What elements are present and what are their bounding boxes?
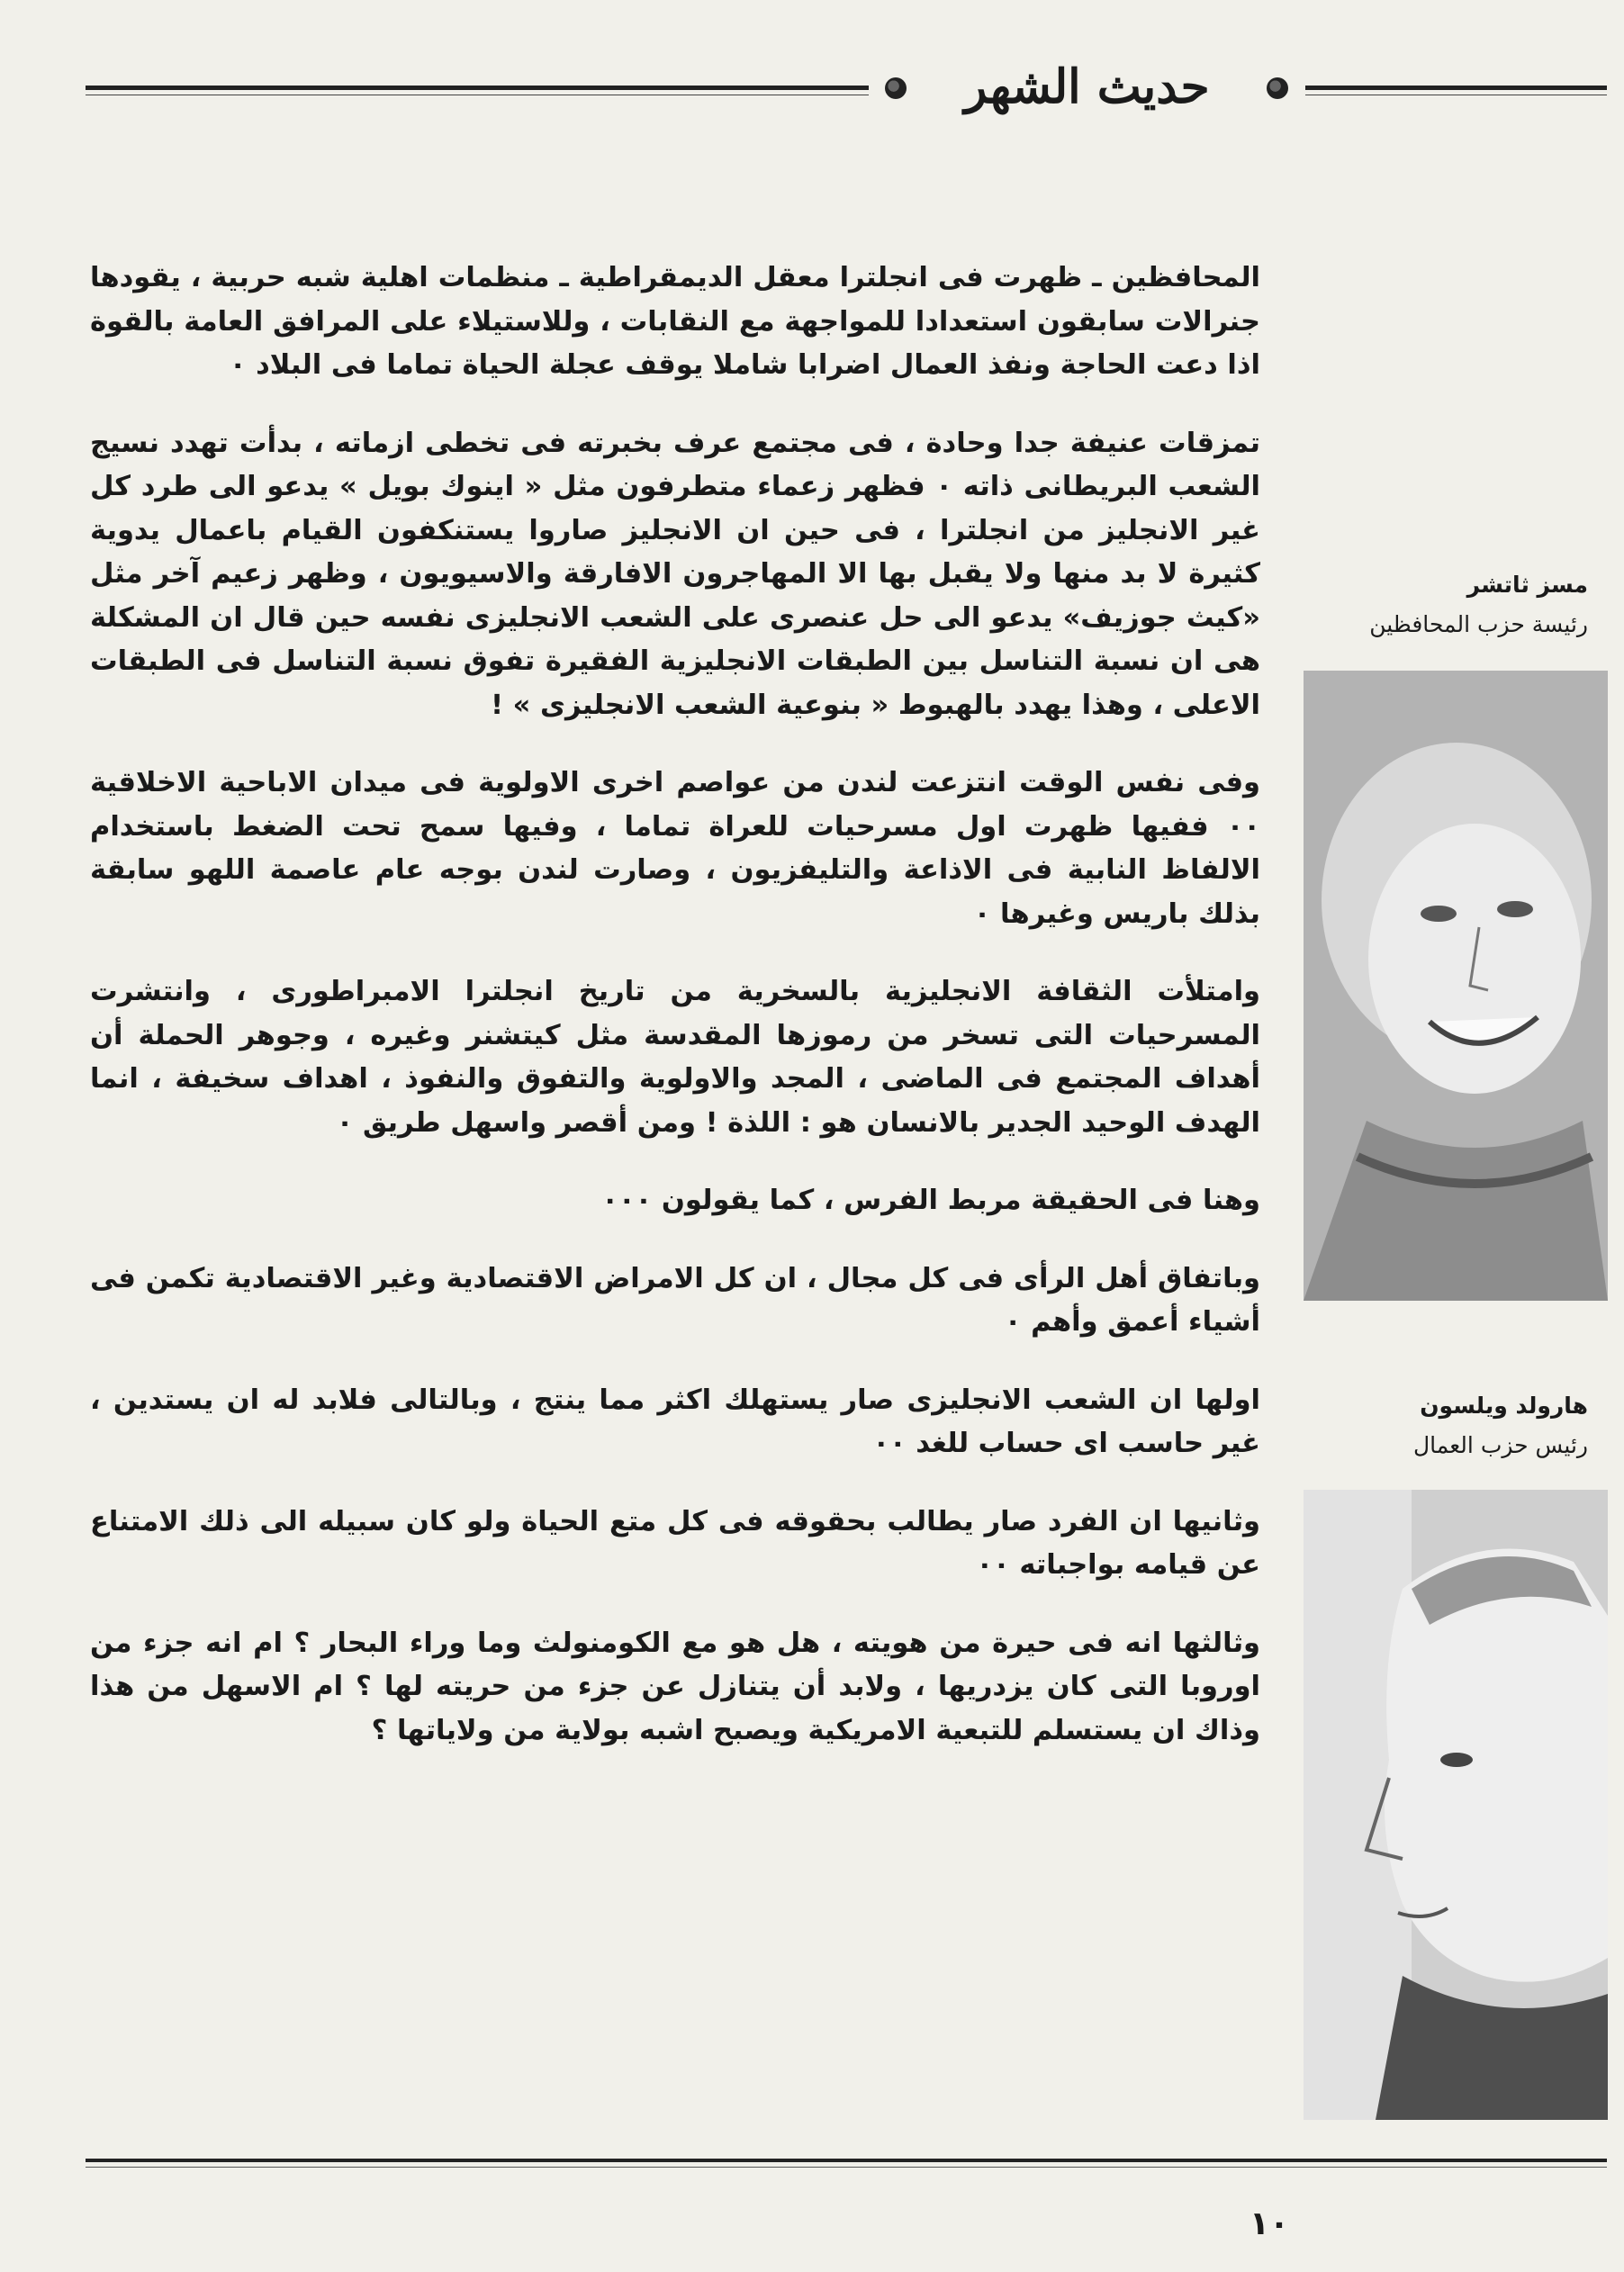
header-rule-right [1305, 86, 1607, 90]
photo-caption-thatcher [1282, 565, 1588, 645]
section-title: حديث الشهر [964, 59, 1210, 114]
photo-caption-wilson [1282, 1386, 1588, 1465]
caption-role: رئيسة حزب المحافظين [1369, 611, 1588, 637]
portrait-photo-thatcher [1304, 671, 1608, 1301]
article-paragraph: وثالثها انه فى حيرة من هويته ، هل هو مع الكومنولث وما وراء البحار ؟ ام انه جزء من اوروبا التى كان يزدريها ، ولابد أن يتنازل عن جزء من حريته لها ؟ ام الاسهل من هذا وذاك ان يستسلم للتبعية الامريكية ويصبح اشبه بولاية من ولاياتها ؟ [90, 1627, 1260, 1746]
caption-name: هارولد ويلسون [1420, 1393, 1588, 1419]
bullet-icon [885, 77, 907, 99]
article-paragraph: تمزقات عنيفة جدا وحادة ، فى مجتمع عرف بخبرته فى تخطى ازماته ، بدأت تهدد نسيج الشعب البريطانى ذاته ٠ فظهر زعماء متطرفون مثل « اينوك بويل » يدعو الى طرد كل غير الانجليز من انجلترا ، فى حين ان الانجليز صاروا يستنكفون القيام باعمال يدوية كثيرة لا بد منها ولا يقبل بها الا المهاجرون الافارقة والاسيويون ، وظهر زعيم آخر مثل «كيث جوزيف» يدعو الى حل عنصرى على الشعب الانجليزى نفسه حين قال ان المشكلة هى ان نسبة التناسل بين الطبقات الانجليزية الفقيرة تفوق نسبة التناسل فى الطبقات الاعلى ، وهذا يهدد بالهبوط « بنوعية الشعب الانجليزى » ! [90, 427, 1260, 721]
article-paragraph: وفى نفس الوقت انتزعت لندن من عواصم اخرى الاولوية فى ميدان الاباحية الاخلاقية ٠٠ ففيها ظهرت اول مسرحيات للعراة تماما ، وفيها سمح تحت الضغط باستخدام الالفاظ النابية فى الاذاعة والتليفزيون ، وصارت لندن بوجه عام عاصمة اللهو سابقة بذلك باريس وغيرها ٠ [90, 767, 1260, 930]
article-paragraph: وثانيها ان الفرد صار يطالب بحقوقه فى كل متع الحياة ولو كان سبيله الى ذلك الامتناع عن قيامه بواجباته ٠٠ [90, 1505, 1260, 1581]
article-paragraph: وهنا فى الحقيقة مربط الفرس ، كما يقولون ٠٠٠ [601, 1185, 1260, 1216]
footer-rule [86, 2159, 1607, 2162]
bullet-icon [1267, 77, 1288, 99]
caption-name: مسز ثاتشر [1466, 572, 1588, 598]
page-number: ١٠ [1250, 2205, 1289, 2242]
portrait-photo-wilson [1304, 1490, 1608, 2120]
article-paragraph: وباتفاق أهل الرأى فى كل مجال ، ان كل الامراض الاقتصادية وغير الاقتصادية تكمن فى أشياء أعمق وأهم ٠ [90, 1262, 1260, 1338]
article-body [90, 257, 1260, 1787]
article-paragraph: وامتلأت الثقافة الانجليزية بالسخرية من تاريخ انجلترا الامبراطورى ، وانتشرت المسرحيات التى تسخر من رموزها المقدسة مثل كيتشنر وغيره ، وجوهر الحملة أن أهداف المجتمع فى الماضى ، المجد والاولوية والتفوق والنفوذ ، اهداف سخيفة ، انما الهدف الوحيد الجدير بالانسان هو : اللذة ! ومن أقصر واسهل طريق ٠ [90, 976, 1260, 1139]
footer-rule-thin [86, 2167, 1607, 2168]
section-header [86, 56, 1607, 119]
article-paragraph: المحافظين ـ ظهرت فى انجلترا معقل الديمقراطية ـ منظمات اهلية شبه حربية ، يقودها جنرالات سابقون استعدادا للمواجهة مع النقابات ، وللاستيلاء على المرافق العامة بالقوة اذا دعت الحاجة ونفذ العمال اضرابا شاملا يوقف عجلة الحياة تماما فى البلاد ٠ [90, 262, 1260, 381]
caption-role: رئيس حزب العمال [1413, 1432, 1588, 1458]
header-rule-left [86, 86, 869, 90]
article-paragraph: اولها ان الشعب الانجليزى صار يستهلك اكثر مما ينتج ، وبالتالى فلابد له ان يستدين ، غير حاسب اى حساب للغد ٠٠ [90, 1384, 1260, 1459]
